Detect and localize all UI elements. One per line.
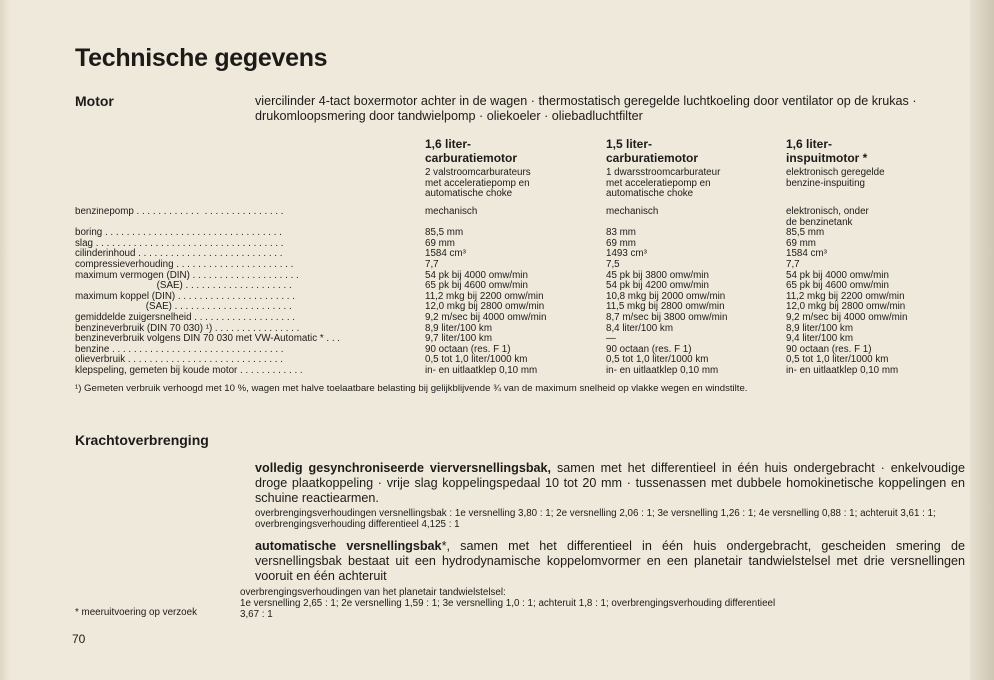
spec-value: 85,5 mm (425, 227, 464, 239)
spec-value: 12,0 mkg bij 2800 omw/min (425, 301, 545, 313)
spec-label: compressieverhouding . . . . . . . . . . . . . . . . . . . . . . (75, 258, 294, 270)
page-left-shadow (0, 0, 10, 680)
spec-value: 8,9 liter/100 km (425, 322, 492, 334)
spec-value: 45 pk bij 3800 omw/min (606, 269, 709, 281)
spec-value: 8,9 liter/100 km (786, 322, 853, 334)
page-title: Technische gegevens (75, 44, 328, 72)
spec-value: 0,5 tot 1,0 liter/1000 km (606, 354, 709, 366)
spec-value: 9,4 liter/100 km (786, 333, 853, 345)
spec-value: 69 mm (786, 237, 816, 249)
spec-value: — (606, 333, 616, 345)
footnote: ¹) Gemeten verbruik verhoogd met 10 %, wagen met halve toelaatbare belasting bij gelijkblijvende ¾ van de maximum snelheid op vlakke wegen en windstilte. (75, 383, 748, 394)
manual-gearbox-paragraph (255, 461, 965, 506)
spec-value: 11,2 mkg bij 2200 omw/min (425, 290, 544, 302)
spec-value: 9,2 m/sec bij 4000 omw/min (425, 311, 547, 323)
spec-value: in- en uitlaatklep 0,10 mm (606, 364, 719, 376)
spec-label: maximum koppel (DIN) . . . . . . . . . . . . . . . . . . . . . . (75, 290, 295, 302)
spec-label: cilinderinhoud . . . . . . . . . . . . . . . . . . . . . . . . . . . (75, 248, 283, 260)
spec-value: 8,4 liter/100 km (606, 322, 673, 334)
spec-value: mechanisch (425, 206, 478, 217)
spec-value: 7,7 (786, 258, 800, 270)
spec-value: 9,7 liter/100 km (425, 333, 492, 345)
spec-values-1 (425, 207, 546, 377)
spec-value: 83 mm (606, 227, 636, 239)
spec-values-3 (786, 207, 907, 377)
column-head-1: 1,6 liter- carburatiemotor (425, 137, 518, 165)
spec-label: maximum vermogen (DIN) . . . . . . . . . . . . . . . . . . . . (75, 269, 299, 281)
spec-values-2 (606, 207, 727, 377)
spec-value: 1584 cm³ (425, 248, 466, 260)
spec-value: 7,7 (425, 258, 439, 270)
spec-value: 69 mm (425, 237, 455, 249)
motor-intro: viercilinder 4-tact boxermotor achter in de wagen · thermostatisch geregelde luchtkoeling door ventilator op de krukas · drukomloopsmering door tandwielpomp · oliekoeler · oliebadluchtfilter (255, 94, 917, 123)
column-sub-1: 2 valstroomcarburateurs met acceleratiepomp en automatische choke (425, 167, 531, 199)
kracht-heading: Krachtoverbrenging (75, 432, 209, 448)
spec-value: 85,5 mm (786, 227, 825, 239)
spec-label: gemiddelde zuigersnelheid . . . . . . . . . . . . . . . . . . . (75, 311, 295, 323)
auto-gearbox-paragraph (255, 539, 965, 584)
spec-value: 1584 cm³ (786, 248, 827, 260)
spec-value: 54 pk bij 4000 omw/min (786, 269, 889, 281)
page-number: 70 (72, 632, 86, 646)
spec-value: 8,7 m/sec bij 3800 omw/min (606, 311, 728, 323)
spec-value: in- en uitlaatklep 0,10 mm (786, 364, 899, 376)
motor-heading: Motor (75, 93, 114, 109)
manual-gearbox-text: samen met het differentieel in één huis ondergebracht · enkelvoudige droge plaatkoppeling · vrije slag koppelingspedaal 10 tot 20 mm · tussenassen met dubbele homokinetische koppelingen en schuine reactiearmen. (255, 461, 965, 505)
manual-gearbox-title: volledig gesynchroniseerde vierversnellingsbak, (255, 461, 552, 475)
spec-value: 1493 cm³ (606, 248, 647, 260)
column-head-3: 1,6 liter- inspuitmotor * (786, 137, 868, 165)
spec-label: klepspeling, gemeten bij koude motor . . . . . . . . . . . . (75, 364, 303, 376)
spec-label: benzineverbruik volgens DIN 70 030 met VW-Automatic * . . . (75, 333, 340, 345)
manual-ratios: overbrengingsverhoudingen versnellingsbak : 1e versnelling 3,80 : 1; 2e versnelling 2,06 : 1; 3e versnelling 1,26 : 1; 4e versnelling 0,88 : 1; achteruit 3,61 : 1; overbrengingsverhouding differentieel 4,125 : 1 (255, 508, 936, 530)
column-sub-2: 1 dwarsstroomcarburateur met acceleratiepomp en automatische choke (606, 167, 721, 199)
asterisk-note: * meeruitvoering op verzoek (75, 607, 197, 618)
spec-value: 0,5 tot 1,0 liter/1000 km (425, 354, 528, 366)
spec-value: 12,0 mkg bij 2800 omw/min (786, 301, 906, 313)
spec-value: de benzinetank (786, 216, 853, 228)
spec-value: 10,8 mkg bij 2000 omw/min (606, 290, 726, 302)
spec-value: 0,5 tot 1,0 liter/1000 km (786, 354, 889, 366)
spec-value: mechanisch (606, 206, 659, 217)
spec-value: 54 pk bij 4000 omw/min (425, 269, 528, 281)
spec-label: (SAE) . . . . . . . . . . . . . . . . . . . . (75, 280, 292, 292)
spec-value: 69 mm (606, 237, 636, 249)
spec-label: benzineverbruik (DIN 70 030) ¹) . . . . . . . . . . . . . . . . (75, 322, 300, 334)
auto-ratios: overbrengingsverhoudingen van het planetair tandwielstelsel: 1e versnelling 2,65 : 1; 2e versnelling 1,59 : 1; 3e versnelling 1,0 : 1; achteruit 1,8 : 1; overbrengingsverhouding differentieel 3,67 : 1 (240, 587, 776, 620)
column-sub-3: elektronisch geregelde benzine-inspuiting (786, 167, 885, 189)
column-head-2: 1,5 liter- carburatiemotor (606, 137, 699, 165)
spec-value: 90 octaan (res. F 1) (606, 343, 692, 355)
spec-value: 54 pk bij 4200 omw/min (606, 280, 709, 292)
spec-value: 65 pk bij 4600 omw/min (786, 280, 889, 292)
spec-value: in- en uitlaatklep 0,10 mm (425, 364, 538, 376)
spec-value: 90 octaan (res. F 1) (786, 343, 872, 355)
spec-value: 11,5 mkg bij 2800 omw/min (606, 301, 725, 313)
spec-label: olieverbruik . . . . . . . . . . . . . . . . . . . . . . . . . . . . . (75, 354, 283, 366)
spec-label: (SAE) . . . . . . . . . . . . . . . . . . . . . . (75, 301, 292, 313)
spec-label: benzinepomp . . . . . . . . . . . . . . . . . . . . . . . . . . . (75, 207, 284, 217)
spec-labels (75, 207, 420, 377)
auto-gearbox-title: automatische versnellingsbak (255, 539, 442, 553)
spec-value: 9,2 m/sec bij 4000 omw/min (786, 311, 908, 323)
auto-gearbox-text: *, samen met het differentieel in één huis ondergebracht, gescheiden smering de versnellingsbak bestaat uit een hydrodynamische koppelomvormer en een planetair tandwielstelsel met drie versnellingen vooruit en één achteruit (255, 539, 965, 583)
spec-label: boring . . . . . . . . . . . . . . . . . . . . . . . . . . . . . . . . . (75, 227, 282, 239)
spec-value: 11,2 mkg bij 2200 omw/min (786, 290, 905, 302)
page-right-edge (970, 0, 994, 680)
spec-value: 7,5 (606, 258, 620, 270)
spec-value: 90 octaan (res. F 1) (425, 343, 511, 355)
spec-label: benzine . . . . . . . . . . . . . . . . . . . . . . . . . . . . . . . . (75, 343, 284, 355)
spec-value: 65 pk bij 4600 omw/min (425, 280, 528, 292)
spec-label: slag . . . . . . . . . . . . . . . . . . . . . . . . . . . . . . . . . . . (75, 237, 284, 249)
spec-value: elektronisch, onder (786, 206, 869, 217)
